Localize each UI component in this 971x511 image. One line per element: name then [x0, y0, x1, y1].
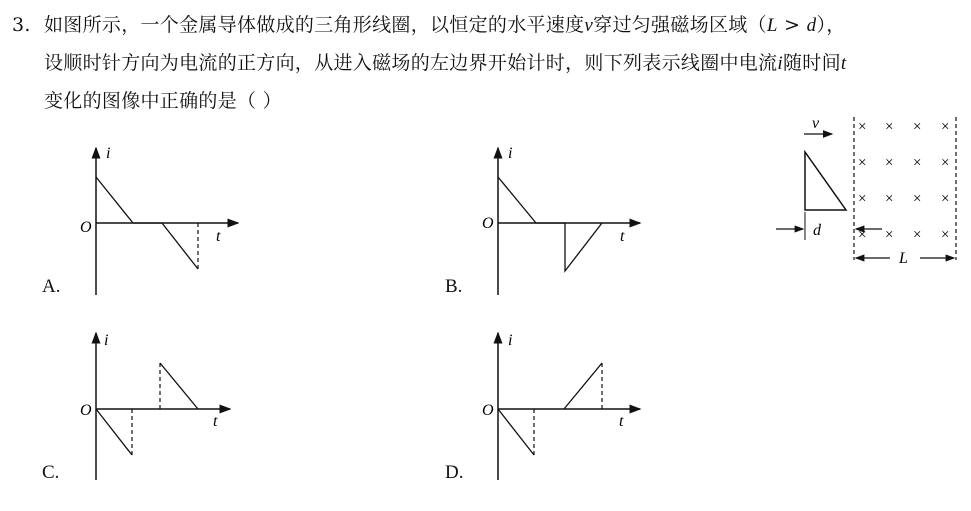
magnetic-field-marks: [858, 119, 949, 243]
option-b-label[interactable]: B.: [445, 276, 463, 297]
graph-b: [472, 140, 662, 300]
i-axis-label: i: [104, 332, 109, 349]
graph-c: [70, 325, 260, 485]
field-cross-mark: ×: [941, 155, 950, 171]
field-cross-mark: ×: [913, 191, 922, 207]
graph-a: [70, 140, 260, 300]
axes: [96, 148, 238, 295]
triangle-coil: [805, 152, 846, 210]
magnetic-field-diagram: [770, 112, 965, 272]
question-text: 变化的图像中正确的是（ ）: [44, 90, 282, 112]
question-line-2: [44, 48, 847, 75]
field-cross-mark: ×: [941, 227, 950, 243]
t-axis-label: t: [213, 413, 218, 430]
option-c-label[interactable]: C.: [42, 462, 60, 483]
question-text: 设顺时针方向为电流的正方向，从进入磁场的左边界开始计时，则下列表示线圈中电流: [44, 52, 778, 74]
velocity-label: v: [812, 115, 820, 132]
velocity-arrow: [804, 115, 832, 134]
field-cross-mark: ×: [858, 155, 867, 171]
question-line-1: [12, 10, 846, 37]
field-cross-mark: ×: [941, 191, 950, 207]
t-axis-label: t: [619, 413, 624, 430]
question-text: 如图所示，一个金属导体做成的三角形线圈，以恒定的水平速度: [44, 14, 585, 36]
field-width-label: L: [899, 250, 908, 267]
question-text: 穿过匀强磁场区域（: [593, 14, 767, 36]
question-text: ），: [816, 14, 846, 36]
origin-label: O: [482, 402, 494, 419]
gap-label: d: [813, 222, 821, 239]
length-symbol: L: [766, 15, 778, 36]
field-cross-mark: ×: [913, 155, 922, 171]
field-cross-mark: ×: [913, 227, 922, 243]
current-curve: [498, 177, 602, 271]
axes: [498, 333, 640, 480]
i-axis-label: i: [106, 145, 111, 162]
field-cross-mark: ×: [885, 155, 894, 171]
field-cross-mark: ×: [941, 119, 950, 135]
field-cross-mark: ×: [885, 119, 894, 135]
field-width-dimension: [856, 250, 954, 267]
field-cross-mark: ×: [858, 191, 867, 207]
origin-label: O: [80, 402, 92, 419]
field-cross-mark: ×: [885, 227, 894, 243]
question-line-3: [44, 86, 282, 113]
field-cross-mark: ×: [913, 119, 922, 135]
axes: [96, 333, 230, 480]
inequality-sign: >: [777, 14, 807, 36]
velocity-symbol: v: [584, 15, 594, 36]
option-a-label[interactable]: A.: [42, 276, 61, 297]
field-cross-mark: ×: [858, 227, 867, 243]
option-d-label[interactable]: D.: [445, 462, 464, 483]
i-axis-label: i: [508, 145, 513, 162]
question-number: 3.: [12, 14, 31, 36]
question-text: 随时间: [783, 52, 841, 74]
graph-d: [472, 325, 662, 485]
origin-label: O: [80, 219, 92, 236]
origin-label: O: [482, 215, 494, 232]
gap-symbol: d: [806, 15, 817, 36]
t-axis-label: t: [216, 228, 221, 245]
time-symbol: t: [840, 53, 847, 74]
field-cross-mark: ×: [885, 191, 894, 207]
axes: [498, 148, 640, 295]
i-axis-label: i: [508, 332, 513, 349]
current-symbol: i: [777, 53, 783, 74]
t-axis-label: t: [620, 228, 625, 245]
field-cross-mark: ×: [858, 119, 867, 135]
